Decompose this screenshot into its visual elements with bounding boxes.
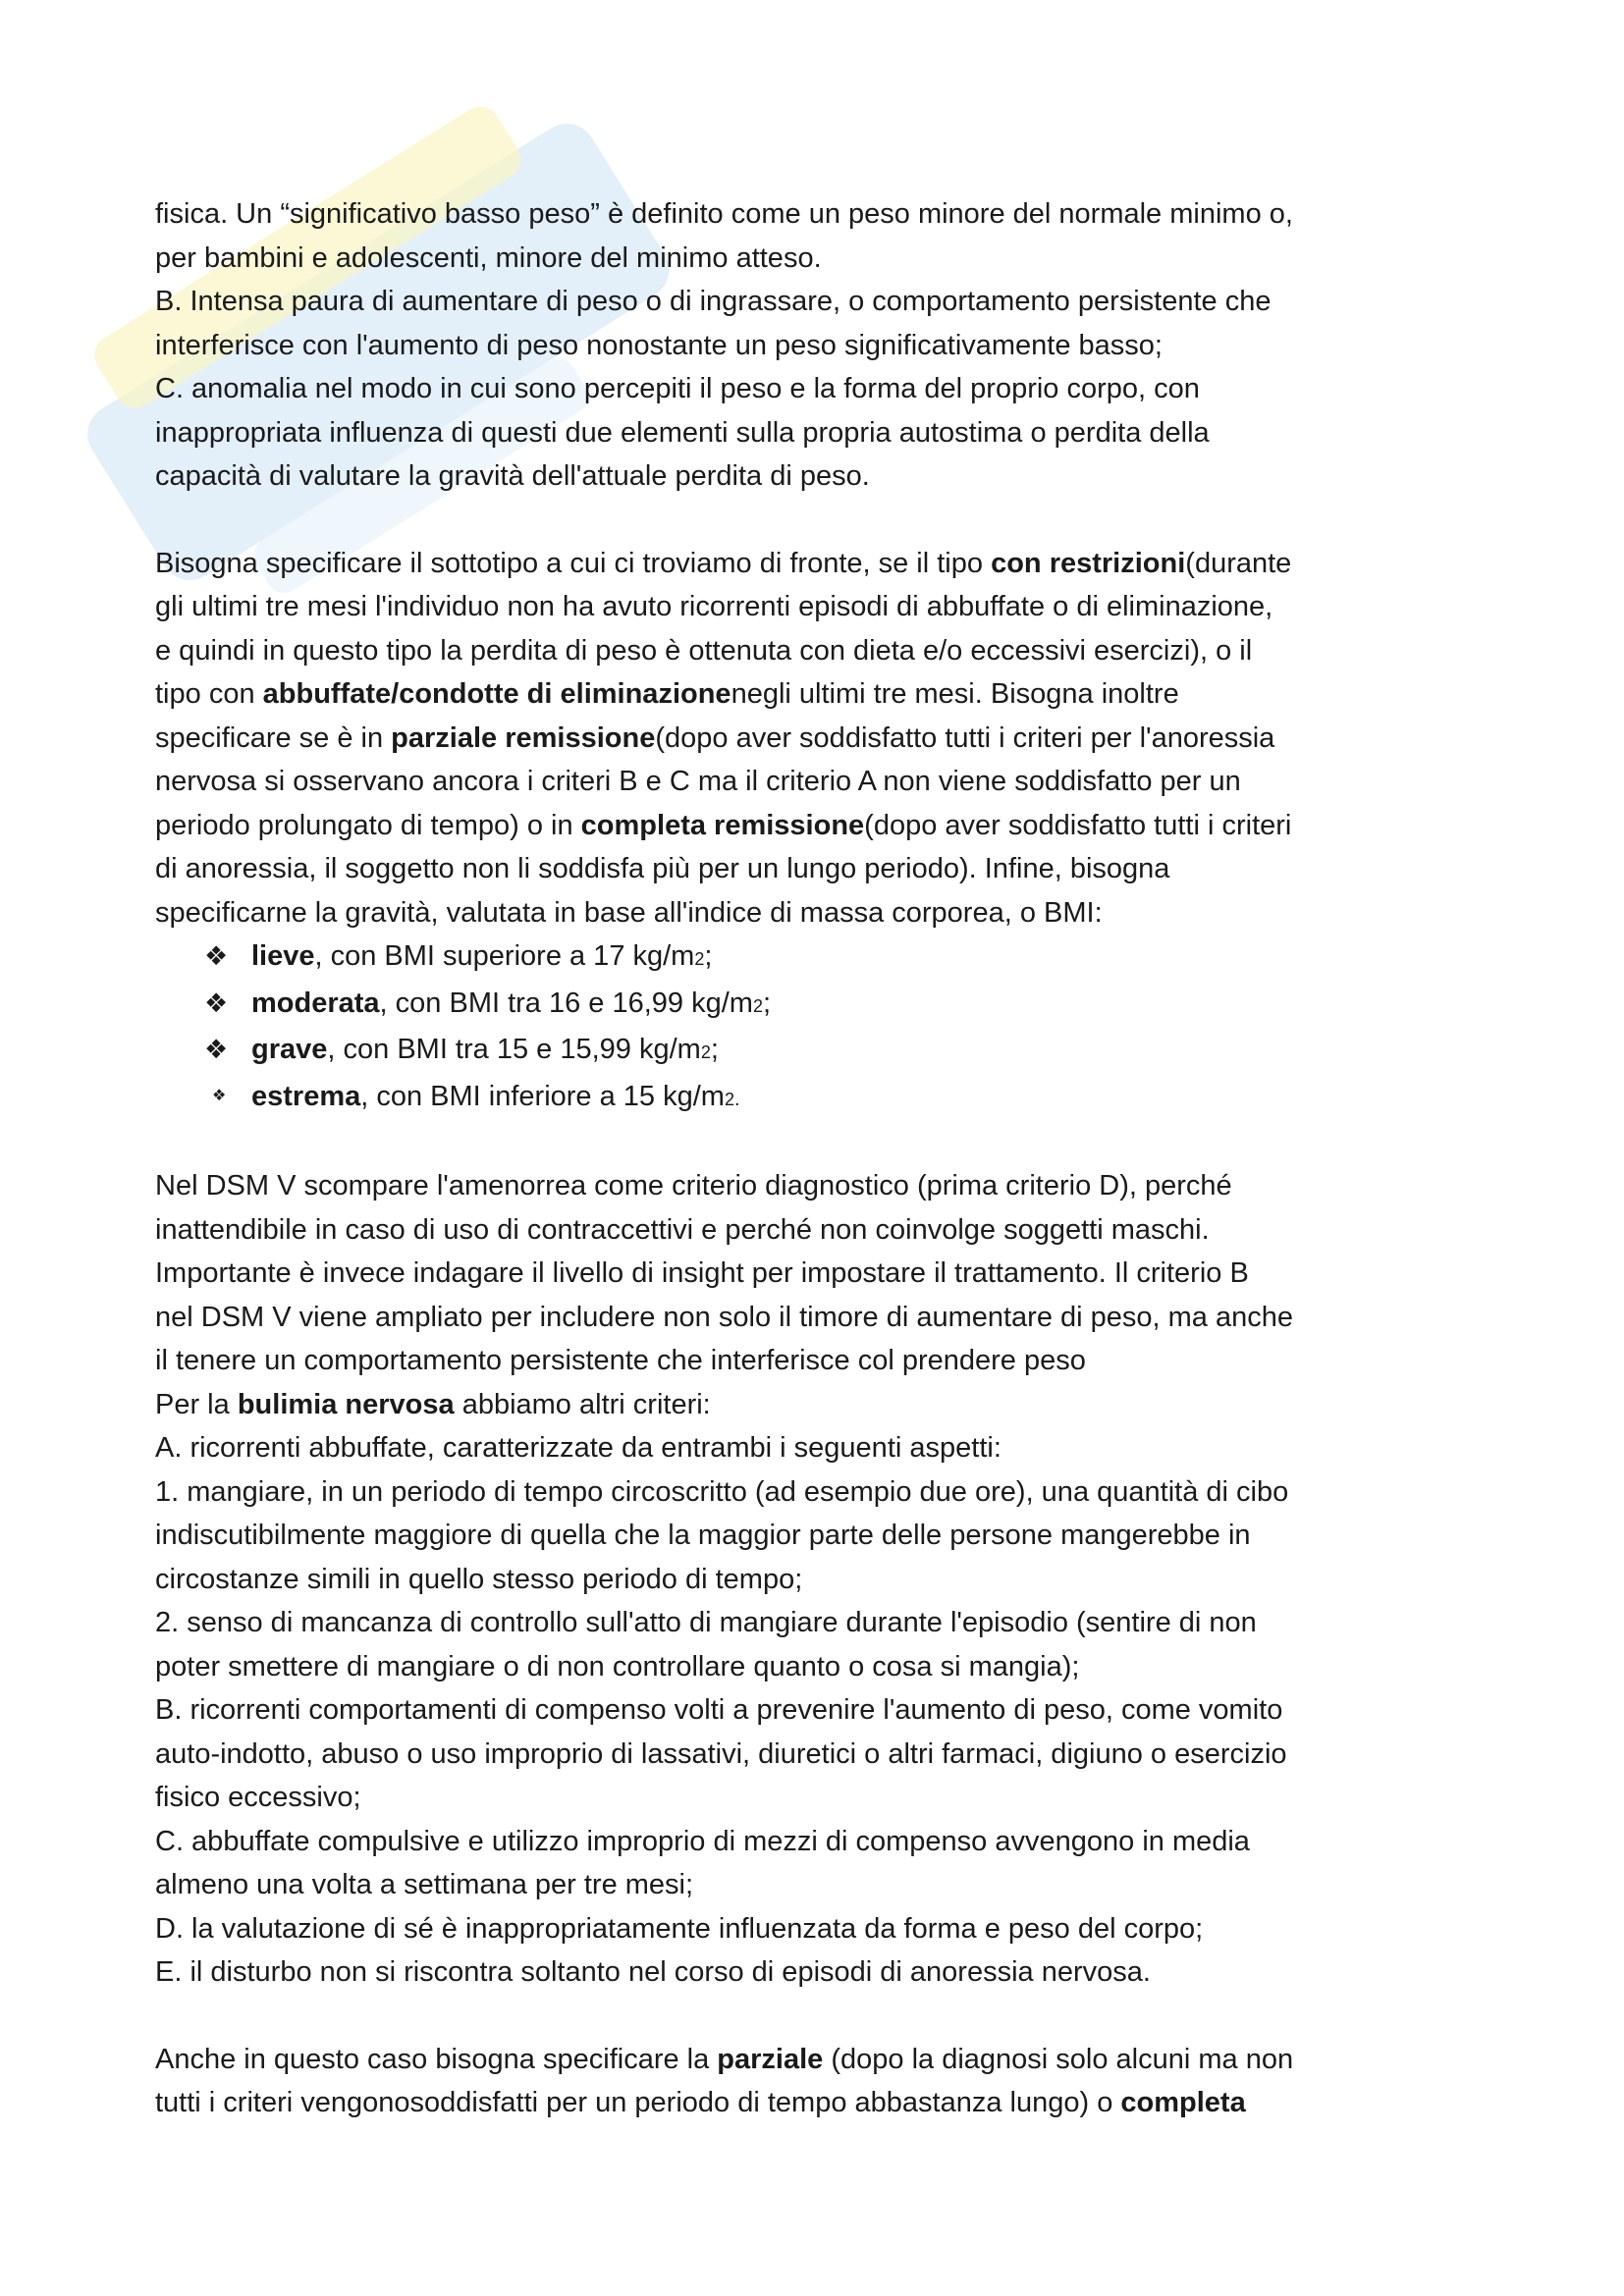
criteria-bulimia bbox=[155, 1426, 1490, 1995]
text-line: B. Intensa paura di aumentare di peso o di ingrassare, o comportamento persistente che bbox=[155, 286, 1272, 317]
text-line: il tenere un comportamento persistente che interferisce col prendere peso bbox=[155, 1345, 1086, 1376]
dsm-paragraph bbox=[155, 1164, 1490, 1426]
text-line: fisico eccessivo; bbox=[155, 1782, 361, 1813]
diamond-bullet-icon: ❖ bbox=[204, 1035, 229, 1064]
text-line: auto-indotto, abuso o uso improprio di lassativi, diuretici o altri farmaci, digiuno o esercizio bbox=[155, 1737, 1287, 1770]
text-line: C. abbuffate compulsive e utilizzo improprio di mezzi di compenso avvengono in media bbox=[155, 1825, 1250, 1857]
list-item: ❖ lieve, con BMI superiore a 17 kg/m2; bbox=[204, 934, 1490, 982]
diamond-bullet-icon: ❖ bbox=[204, 988, 229, 1018]
text-line: specificare se è in parziale remissione(dopo aver soddisfatto tutti i criteri per l'anoressia bbox=[155, 721, 1275, 754]
bold-term: completa bbox=[1120, 2087, 1246, 2118]
text-line: gli ultimi tre mesi l'individuo non ha avuto ricorrenti episodi di abbuffate o di eliminazione, bbox=[155, 591, 1273, 622]
text-line: almeno una volta a settimana per tre mesi; bbox=[155, 1869, 694, 1900]
text-line: 2. senso di mancanza di controllo sull'atto di mangiare durante l'episodio (sentire di non bbox=[155, 1607, 1257, 1638]
list-item: ❖ estrema, con BMI inferiore a 15 kg/m2. bbox=[204, 1075, 1490, 1122]
text-line: fisica. Un “significativo basso peso” è definito come un peso minore del normale minimo o, bbox=[155, 198, 1293, 230]
text-line: 1. mangiare, in un periodo di tempo circoscritto (ad esempio due ore), una quantità di cibo bbox=[155, 1475, 1289, 1508]
text-line: tutti i criteri vengonosoddisfatti per un periodo di tempo abbastanza lungo) o completa bbox=[155, 2087, 1246, 2118]
text-line: D. la valutazione di sé è inappropriatamente influenzata da forma e peso del corpo; bbox=[155, 1912, 1204, 1945]
diamond-bullet-icon: ❖ bbox=[204, 941, 229, 971]
bold-term: bulimia nervosa bbox=[237, 1388, 455, 1420]
text-line: e quindi in questo tipo la perdita di peso è ottenuta con dieta e/o eccessivi esercizi), o il bbox=[155, 634, 1253, 667]
text-line: per bambini e adolescenti, minore del minimo atteso. bbox=[155, 241, 822, 274]
criteria-anorexia bbox=[155, 192, 1490, 499]
text-line: indiscutibilmente maggiore di quella che la maggior parte delle persone mangerebbe in bbox=[155, 1520, 1251, 1551]
text-line: C. anomalia nel modo in cui sono percepiti il peso e la forma del proprio corpo, con bbox=[155, 373, 1200, 404]
bold-term: abbuffate/condotte di eliminazione bbox=[262, 678, 731, 710]
text-line: capacità di valutare la gravità dell'attuale perdita di peso. bbox=[155, 460, 870, 492]
text-line: E. il disturbo non si riscontra soltanto nel corso di episodi di anoressia nervosa. bbox=[155, 1956, 1151, 1988]
bold-term: completa remissione bbox=[580, 809, 865, 841]
text-line: inappropriata influenza di questi due elementi sulla propria autostima o perdita della bbox=[155, 416, 1210, 449]
diamond-bullet-icon: ❖ bbox=[212, 1087, 227, 1104]
severity-list bbox=[155, 934, 1490, 1121]
text-line: inattendibile in caso di uso di contraccettivi e perché non coinvolge soggetti maschi. bbox=[155, 1213, 1210, 1246]
list-item: ❖ grave, con BMI tra 15 e 15,99 kg/m2; bbox=[204, 1028, 1490, 1075]
text-line: Per la bulimia nervosa abbiamo altri criteri: bbox=[155, 1388, 711, 1420]
subtype-paragraph bbox=[155, 542, 1490, 935]
list-item: ❖ moderata, con BMI tra 16 e 16,99 kg/m2; bbox=[204, 982, 1490, 1029]
text-line: A. ricorrenti abbuffate, caratterizzate da entrambi i seguenti aspetti: bbox=[155, 1432, 1001, 1464]
bold-term: parziale bbox=[717, 2043, 824, 2075]
bold-term: con restrizioni bbox=[991, 547, 1186, 579]
text-line: specificarne la gravità, valutata in base all'indice di massa corporea, o BMI: bbox=[155, 896, 1103, 929]
text-line: Anche in questo caso bisogna specificare la parziale (dopo la diagnosi solo alcuni ma non bbox=[155, 2043, 1294, 2075]
bold-term: parziale remissione bbox=[391, 721, 656, 754]
text-line: nel DSM V viene ampliato per includere non solo il timore di aumentare di peso, ma anche bbox=[155, 1301, 1294, 1333]
text-line: circostanze simili in quello stesso periodo di tempo; bbox=[155, 1563, 803, 1595]
text-line: nervosa si osservano ancora i criteri B e C ma il criterio A non viene soddisfatto per un bbox=[155, 766, 1241, 797]
text-line: di anoressia, il soggetto non li soddisfa più per un lungo periodo). Infine, bisogna bbox=[155, 853, 1170, 884]
text-line: poter smettere di mangiare o di non controllare quanto o cosa si mangia); bbox=[155, 1650, 1080, 1682]
text-line: interferisce con l'aumento di peso nonostante un peso significativamente basso; bbox=[155, 329, 1163, 361]
text-line: Nel DSM V scompare l'amenorrea come criterio diagnostico (prima criterio D), perché bbox=[155, 1170, 1232, 1201]
text-line: B. ricorrenti comportamenti di compenso volti a prevenire l'aumento di peso, come vomito bbox=[155, 1694, 1283, 1726]
text-line: tipo con abbuffate/condotte di eliminazionenegli ultimi tre mesi. Bisogna inoltre bbox=[155, 678, 1179, 710]
remission-paragraph bbox=[155, 2038, 1490, 2125]
text-line: Bisogna specificare il sottotipo a cui ci troviamo di fronte, se il tipo con restrizioni(durante bbox=[155, 547, 1292, 579]
text-line: Importante è invece indagare il livello di insight per impostare il trattamento. Il criterio B bbox=[155, 1257, 1249, 1289]
text-line: periodo prolungato di tempo) o in completa remissione(dopo aver soddisfatto tutti i criteri bbox=[155, 809, 1292, 841]
document-body bbox=[155, 192, 1490, 2125]
